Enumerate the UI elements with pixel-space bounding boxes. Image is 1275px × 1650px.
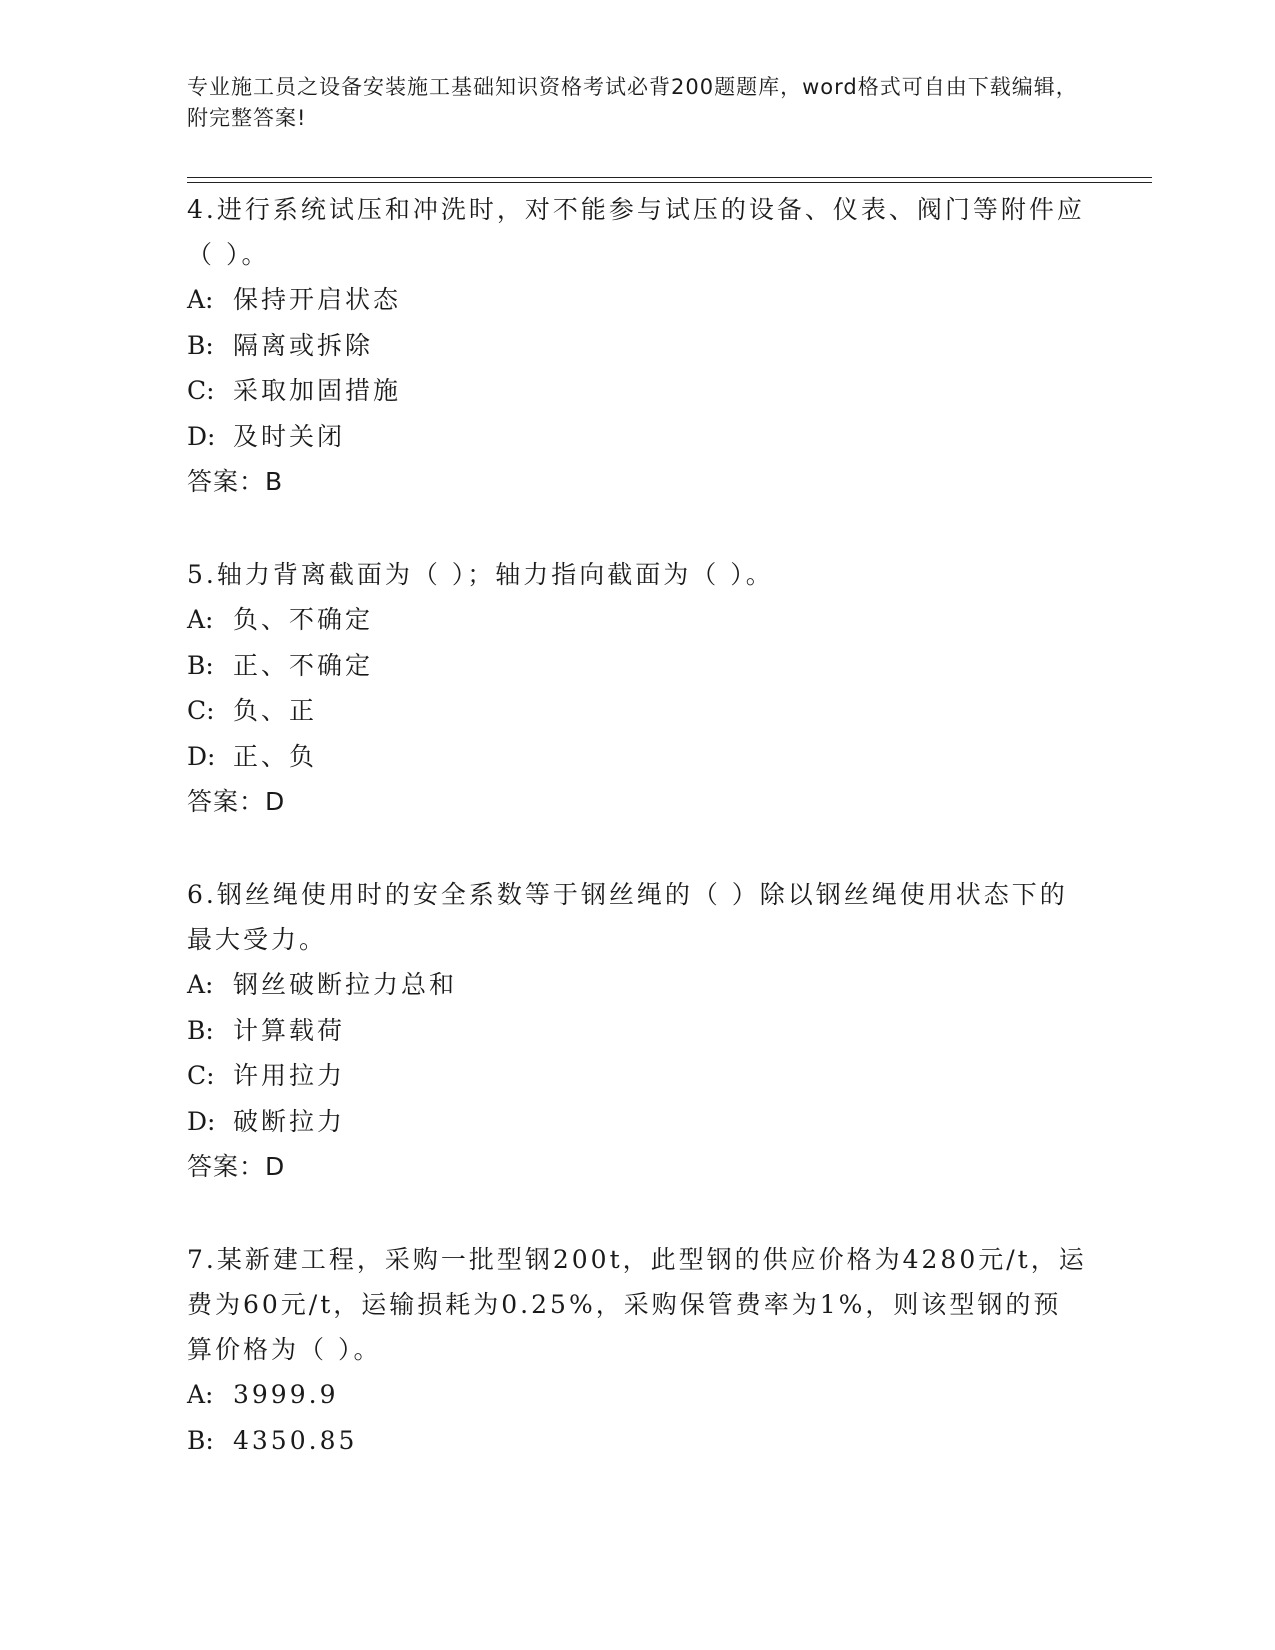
option-d <box>187 414 1087 460</box>
question-stem: 6.钢丝绳使用时的安全系数等于钢丝绳的（ ）除以钢丝绳使用状态下的最大受力。 <box>187 880 1068 954</box>
option-a <box>187 1372 1087 1418</box>
option-d <box>187 1099 1087 1145</box>
option-letter: C: <box>187 376 215 405</box>
option-c <box>187 1053 1087 1099</box>
option-letter: A: <box>187 970 214 999</box>
option-letter: A: <box>187 1380 214 1409</box>
answer-line: 答案：D <box>187 787 286 816</box>
answer-line: 答案：D <box>187 1152 286 1181</box>
option-letter: A: <box>187 605 214 634</box>
option-letter: D: <box>187 1106 216 1136</box>
question-5 <box>187 552 1087 824</box>
option-text: 隔离或拆除 <box>233 330 374 360</box>
question-6 <box>187 872 1087 1189</box>
option-letter: D: <box>187 421 216 451</box>
option-b <box>187 643 1087 689</box>
option-text: 正、负 <box>233 741 318 771</box>
option-text: 计算载荷 <box>233 1015 346 1045</box>
option-letter: B: <box>187 1425 214 1455</box>
option-text: 负、不确定 <box>233 605 374 634</box>
question-stem: 7.某新建工程，采购一批型钢200t，此型钢的供应价格为4280元/t，运费为60元/t，运输损耗为0.25%，采购保管费率为1%，则该型钢的预算价格为（ ）。 <box>187 1245 1087 1364</box>
option-text: 钢丝破断拉力总和 <box>233 970 458 999</box>
question-stem: 4.进行系统试压和冲洗时，对不能参与试压的设备、仪表、阀门等附件应（ ）。 <box>187 195 1085 269</box>
option-letter: C: <box>187 696 215 725</box>
question-stem: 5.轴力背离截面为（ ）；轴力指向截面为（ ）。 <box>187 560 774 589</box>
option-c <box>187 688 1087 734</box>
option-text: 破断拉力 <box>233 1106 346 1136</box>
option-letter: B: <box>187 650 214 680</box>
answer-line: 答案：B <box>187 467 284 496</box>
option-text: 正、不确定 <box>233 650 374 680</box>
option-letter: D: <box>187 741 216 771</box>
question-4 <box>187 187 1087 504</box>
option-d <box>187 734 1087 780</box>
header-title: 专业施工员之设备安装施工基础知识资格考试必背200题题库，word格式可自由下载编辑，附完整答案! <box>187 75 1078 130</box>
header-divider-bottom <box>187 182 1152 183</box>
option-text: 保持开启状态 <box>233 285 402 314</box>
option-a <box>187 962 1087 1008</box>
option-b <box>187 1418 1087 1464</box>
option-letter: A: <box>187 285 214 314</box>
option-text: 负、正 <box>233 696 318 725</box>
option-text: 3999.9 <box>233 1380 339 1409</box>
option-letter: B: <box>187 1015 214 1045</box>
document-header <box>187 72 1087 134</box>
option-text: 许用拉力 <box>233 1061 346 1090</box>
option-c <box>187 368 1087 414</box>
question-7 <box>187 1237 1087 1463</box>
option-text: 及时关闭 <box>233 421 346 451</box>
option-text: 采取加固措施 <box>233 376 402 405</box>
option-letter: C: <box>187 1061 215 1090</box>
option-b <box>187 1008 1087 1054</box>
option-a <box>187 597 1087 643</box>
option-a <box>187 277 1087 323</box>
header-divider-top <box>187 177 1152 178</box>
option-text: 4350.85 <box>233 1425 358 1455</box>
option-b <box>187 323 1087 369</box>
option-letter: B: <box>187 330 214 360</box>
